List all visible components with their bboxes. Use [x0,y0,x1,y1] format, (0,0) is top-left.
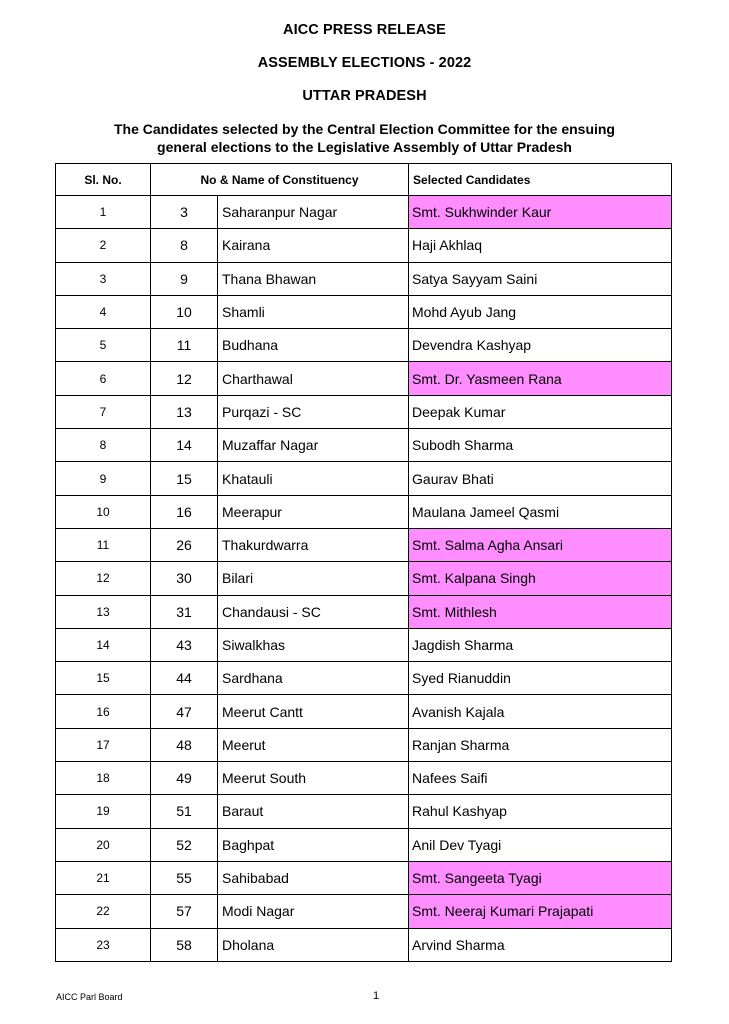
table-row [56,562,672,595]
candidate-cell: Arvind Sharma [409,928,672,961]
constituency-name-cell: Meerut Cantt [218,695,409,728]
candidate-cell: Smt. Sangeeta Tyagi [409,861,672,894]
constituency-name-cell: Sahibabad [218,861,409,894]
constituency-name-cell: Dholana [218,928,409,961]
table-row [56,628,672,661]
constituency-name-cell: Kairana [218,229,409,262]
candidate-cell: Avanish Kajala [409,695,672,728]
table-row [56,828,672,861]
table-row [56,295,672,328]
constituency-name-cell: Thana Bhawan [218,262,409,295]
constituency-no-cell: 12 [151,362,218,395]
constituency-name-cell: Meerut [218,728,409,761]
sl-cell: 3 [56,262,151,295]
table-row [56,528,672,561]
sl-cell: 16 [56,695,151,728]
header-sl-no: Sl. No. [56,164,151,196]
header-candidates: Selected Candidates [409,164,672,196]
constituency-no-cell: 14 [151,429,218,462]
candidate-cell: Smt. Kalpana Singh [409,562,672,595]
candidate-cell: Smt. Mithlesh [409,595,672,628]
table-row [56,762,672,795]
constituency-no-cell: 48 [151,728,218,761]
table-row [56,795,672,828]
table-row [56,462,672,495]
sl-cell: 21 [56,861,151,894]
sl-cell: 13 [56,595,151,628]
constituency-no-cell: 58 [151,928,218,961]
sl-cell: 18 [56,762,151,795]
candidate-cell: Satya Sayyam Saini [409,262,672,295]
candidate-cell: Nafees Saifi [409,762,672,795]
constituency-name-cell: Siwalkhas [218,628,409,661]
constituency-no-cell: 30 [151,562,218,595]
constituency-name-cell: Bilari [218,562,409,595]
table-row [56,229,672,262]
press-release-title: AICC PRESS RELEASE [283,22,446,38]
sl-cell: 23 [56,928,151,961]
candidate-cell: Mohd Ayub Jang [409,295,672,328]
constituency-name-cell: Purqazi - SC [218,395,409,428]
candidate-cell: Haji Akhlaq [409,229,672,262]
constituency-no-cell: 52 [151,828,218,861]
table-row [56,895,672,928]
sl-cell: 1 [56,196,151,229]
constituency-no-cell: 10 [151,295,218,328]
sl-cell: 11 [56,528,151,561]
constituency-no-cell: 55 [151,861,218,894]
header-constituency: No & Name of Constituency [151,164,409,196]
constituency-name-cell: Muzaffar Nagar [218,429,409,462]
candidate-cell: Gaurav Bhati [409,462,672,495]
candidate-cell: Smt. Neeraj Kumari Prajapati [409,895,672,928]
page-number: 1 [373,990,380,1002]
constituency-name-cell: Saharanpur Nagar [218,196,409,229]
sl-cell: 5 [56,329,151,362]
sl-cell: 9 [56,462,151,495]
constituency-no-cell: 11 [151,329,218,362]
candidates-table [55,163,672,962]
table-row [56,728,672,761]
constituency-name-cell: Baghpat [218,828,409,861]
candidate-cell: Jagdish Sharma [409,628,672,661]
table-header-row [56,164,672,196]
sl-cell: 15 [56,662,151,695]
sl-cell: 14 [56,628,151,661]
candidate-cell: Syed Rianuddin [409,662,672,695]
constituency-no-cell: 43 [151,628,218,661]
intro-line-1: The Candidates selected by the Central Election Committee for the ensuing [114,121,615,137]
constituency-no-cell: 16 [151,495,218,528]
state-title: UTTAR PRADESH [302,88,427,104]
constituency-no-cell: 49 [151,762,218,795]
intro-line-2: general elections to the Legislative Assembly of Uttar Pradesh [157,139,572,155]
table-row [56,495,672,528]
constituency-no-cell: 3 [151,196,218,229]
constituency-no-cell: 57 [151,895,218,928]
sl-cell: 7 [56,395,151,428]
sl-cell: 12 [56,562,151,595]
footer-board: AICC Parl Board [56,992,123,1002]
candidate-cell: Smt. Sukhwinder Kaur [409,196,672,229]
sl-cell: 6 [56,362,151,395]
sl-cell: 20 [56,828,151,861]
table-row [56,928,672,961]
sl-cell: 17 [56,728,151,761]
candidate-cell: Deepak Kumar [409,395,672,428]
constituency-no-cell: 9 [151,262,218,295]
constituency-no-cell: 31 [151,595,218,628]
table-row [56,329,672,362]
constituency-no-cell: 13 [151,395,218,428]
constituency-name-cell: Meerapur [218,495,409,528]
sl-cell: 10 [56,495,151,528]
table-row [56,861,672,894]
candidate-cell: Subodh Sharma [409,429,672,462]
constituency-no-cell: 51 [151,795,218,828]
candidate-cell: Smt. Salma Agha Ansari [409,528,672,561]
table-row [56,695,672,728]
constituency-name-cell: Chandausi - SC [218,595,409,628]
candidate-cell: Rahul Kashyap [409,795,672,828]
table-row [56,395,672,428]
candidate-cell: Ranjan Sharma [409,728,672,761]
sl-cell: 19 [56,795,151,828]
constituency-no-cell: 44 [151,662,218,695]
table-row [56,196,672,229]
constituency-name-cell: Budhana [218,329,409,362]
sl-cell: 2 [56,229,151,262]
candidate-cell: Maulana Jameel Qasmi [409,495,672,528]
sl-cell: 8 [56,429,151,462]
constituency-name-cell: Modi Nagar [218,895,409,928]
constituency-name-cell: Shamli [218,295,409,328]
table-body [56,196,672,962]
constituency-no-cell: 15 [151,462,218,495]
table-row [56,662,672,695]
constituency-name-cell: Khatauli [218,462,409,495]
constituency-no-cell: 26 [151,528,218,561]
elections-title: ASSEMBLY ELECTIONS - 2022 [257,55,472,71]
constituency-name-cell: Meerut South [218,762,409,795]
constituency-name-cell: Baraut [218,795,409,828]
constituency-no-cell: 47 [151,695,218,728]
sl-cell: 4 [56,295,151,328]
candidate-cell: Anil Dev Tyagi [409,828,672,861]
constituency-name-cell: Sardhana [218,662,409,695]
table-row [56,362,672,395]
sl-cell: 22 [56,895,151,928]
candidate-cell: Smt. Dr. Yasmeen Rana [409,362,672,395]
table-row [56,262,672,295]
candidate-cell: Devendra Kashyap [409,329,672,362]
constituency-name-cell: Charthawal [218,362,409,395]
table-row [56,429,672,462]
constituency-no-cell: 8 [151,229,218,262]
table-row [56,595,672,628]
constituency-name-cell: Thakurdwarra [218,528,409,561]
